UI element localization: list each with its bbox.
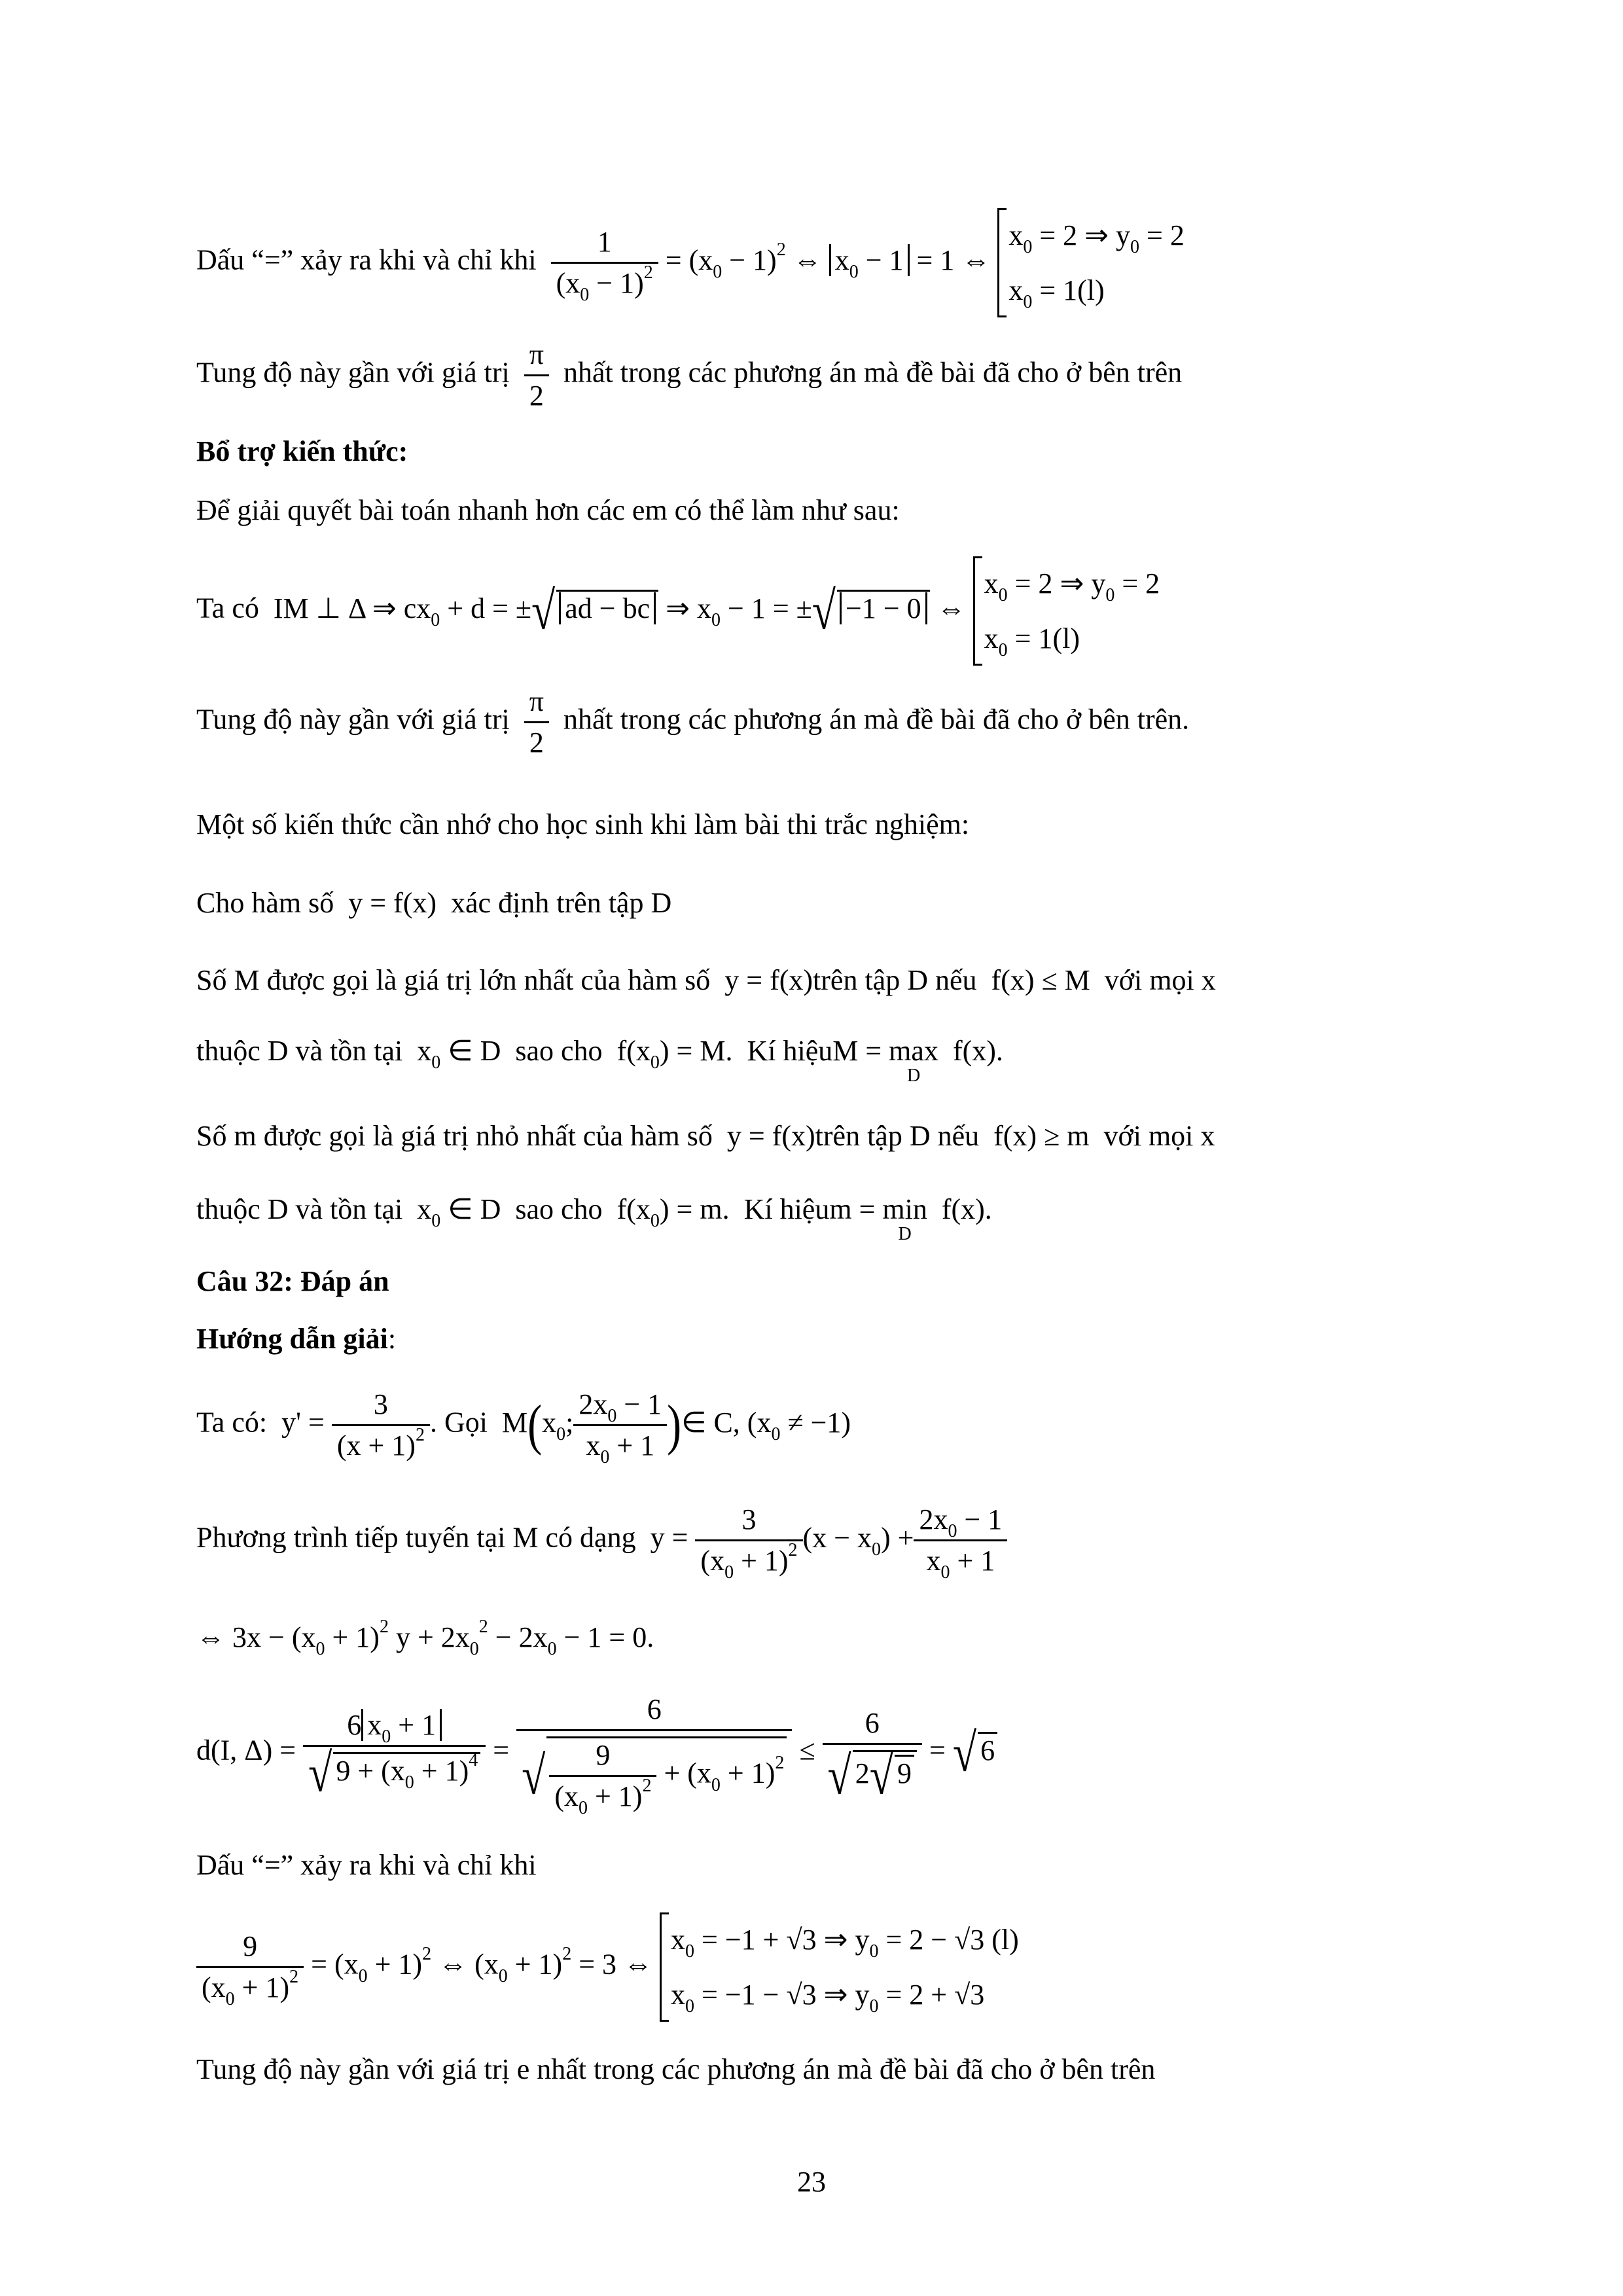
definition-line: Cho hàm số y = f(x) xác định trên tập D	[196, 887, 672, 919]
conclusion-line-1: Tung độ này gần với giá trị $\frac{\pi}{2}$ nhất trong các phương án mà đề bài đã cho ở bên trên	[196, 338, 1183, 412]
conclusion-line-2: Tung độ này gần với giá trị $\frac{\pi}{2}$ nhất trong các phương án mà đề bài đã cho ở bên trên.	[196, 685, 1190, 759]
derivative-line: Ta có: y' = $\frac{3}{(x + 1)^2}$ . Gọi $M(x_0$; $\frac{2x_0 - 1}{x_0 + 1}$ )∈ C, $(x_0 \ne -1)$	[196, 1388, 851, 1467]
tangent-line-equation: Phương trình tiếp tuyến tại M có dạng y = $\frac{3}{(x_0 + 1)^2}$ $(x - x_0)$ + $\frac{2x_0 - 1}{x_0 + 1}$	[196, 1505, 1007, 1575]
paragraph: Một số kiến thức cần nhớ cho học sinh khi làm bài thi trắc nghiệm:	[196, 808, 970, 840]
solution-heading: Hướng dẫn giải:	[196, 1323, 397, 1355]
definition-line: thuộc D và tồn tại $x_0$ ∈ D sao cho $f(x_0) = M$. Kí hiệuM = max D f(x).	[196, 1035, 1003, 1086]
paragraph: Để giải quyết bài toán nhanh hơn các em có thể làm như sau:	[196, 494, 900, 526]
question-heading: Câu 32: Đáp án	[196, 1265, 389, 1297]
section-heading: Bổ trợ kiến thức:	[196, 435, 408, 467]
conclusion-line-3: Tung độ này gần với giá trị e nhất trong các phương án mà đề bài đã cho ở bên trên	[196, 2053, 1156, 2085]
equation-line: ⇔ $3x - (x_0 + 1)^2$ $y + 2x_0^2 - 2x_0 - 1 = 0$.	[196, 1617, 654, 1659]
definition-line: Số m được gọi là giá trị nhỏ nhất của hàm số y = f(x)trên tập D nếu f(x) ≥ m với mọi x	[196, 1120, 1215, 1152]
equality-condition-line-1: Dấu “=” xảy ra khi và chỉ khi $\frac{1}{(x_0 - 1)^2}$ = $(x_0 - 1)^2$ ⇔ $x_0 - 1 = 1$ ⇔ $x_0 = 2$ ⇒ $y_0 = 2$ $x_0 = 1(l)$	[196, 208, 1185, 317]
equality-condition-line-2: $\frac{9}{(x_0 + 1)^2}$ = $(x_0 + 1)^2$ ⇔ $(x_0 + 1)^2 = 3$ ⇔ $x_0 = -1 + √3$ ⇒ $y_0 = 2 - √3$ (l) $x_0 = -1 - √3$ ⇒ $y_0 = 2 + √3$	[196, 1912, 1019, 2022]
definition-line: Số M được gọi là giá trị lớn nhất của hàm số y = f(x)trên tập D nếu f(x) ≤ M với mọi x	[196, 964, 1216, 996]
definition-line: thuộc D và tồn tại $x_0$ ∈ D sao cho $f(x_0) = m$. Kí hiệum = min D f(x).	[196, 1193, 992, 1244]
distance-inequality: d(I, Δ) = $\frac{6 x_0 + 1}{√ 9 + (x_0 + 1)^4}$ = 6 √ $\frac{9}{(x_0 + 1)^2}$ + $(x_0 + 1)^2$ ≤ $\frac{6}{√ 2√ 9}$ = √ 6	[196, 1695, 997, 1811]
solution-system: $x_0 = 2$ ⇒ $y_0 = 2$ $x_0 = 1(l)$	[997, 208, 1185, 317]
paragraph: Dấu “=” xảy ra khi và chỉ khi	[196, 1849, 537, 1881]
equation-line: Ta có IM ⊥ Δ ⇒ $cx_0 + d$ = ±√ ad − bc ⇒ $x_0 - 1$ = ±√ −1 − 0 ⇔ $x_0 = 2$ ⇒ $y_0 = 2$ $x_0 = 1(l)$	[196, 556, 1160, 666]
page-number: 23	[797, 2166, 826, 2198]
fraction: $\frac{1}{(x_0 - 1)^2}$	[551, 228, 658, 298]
